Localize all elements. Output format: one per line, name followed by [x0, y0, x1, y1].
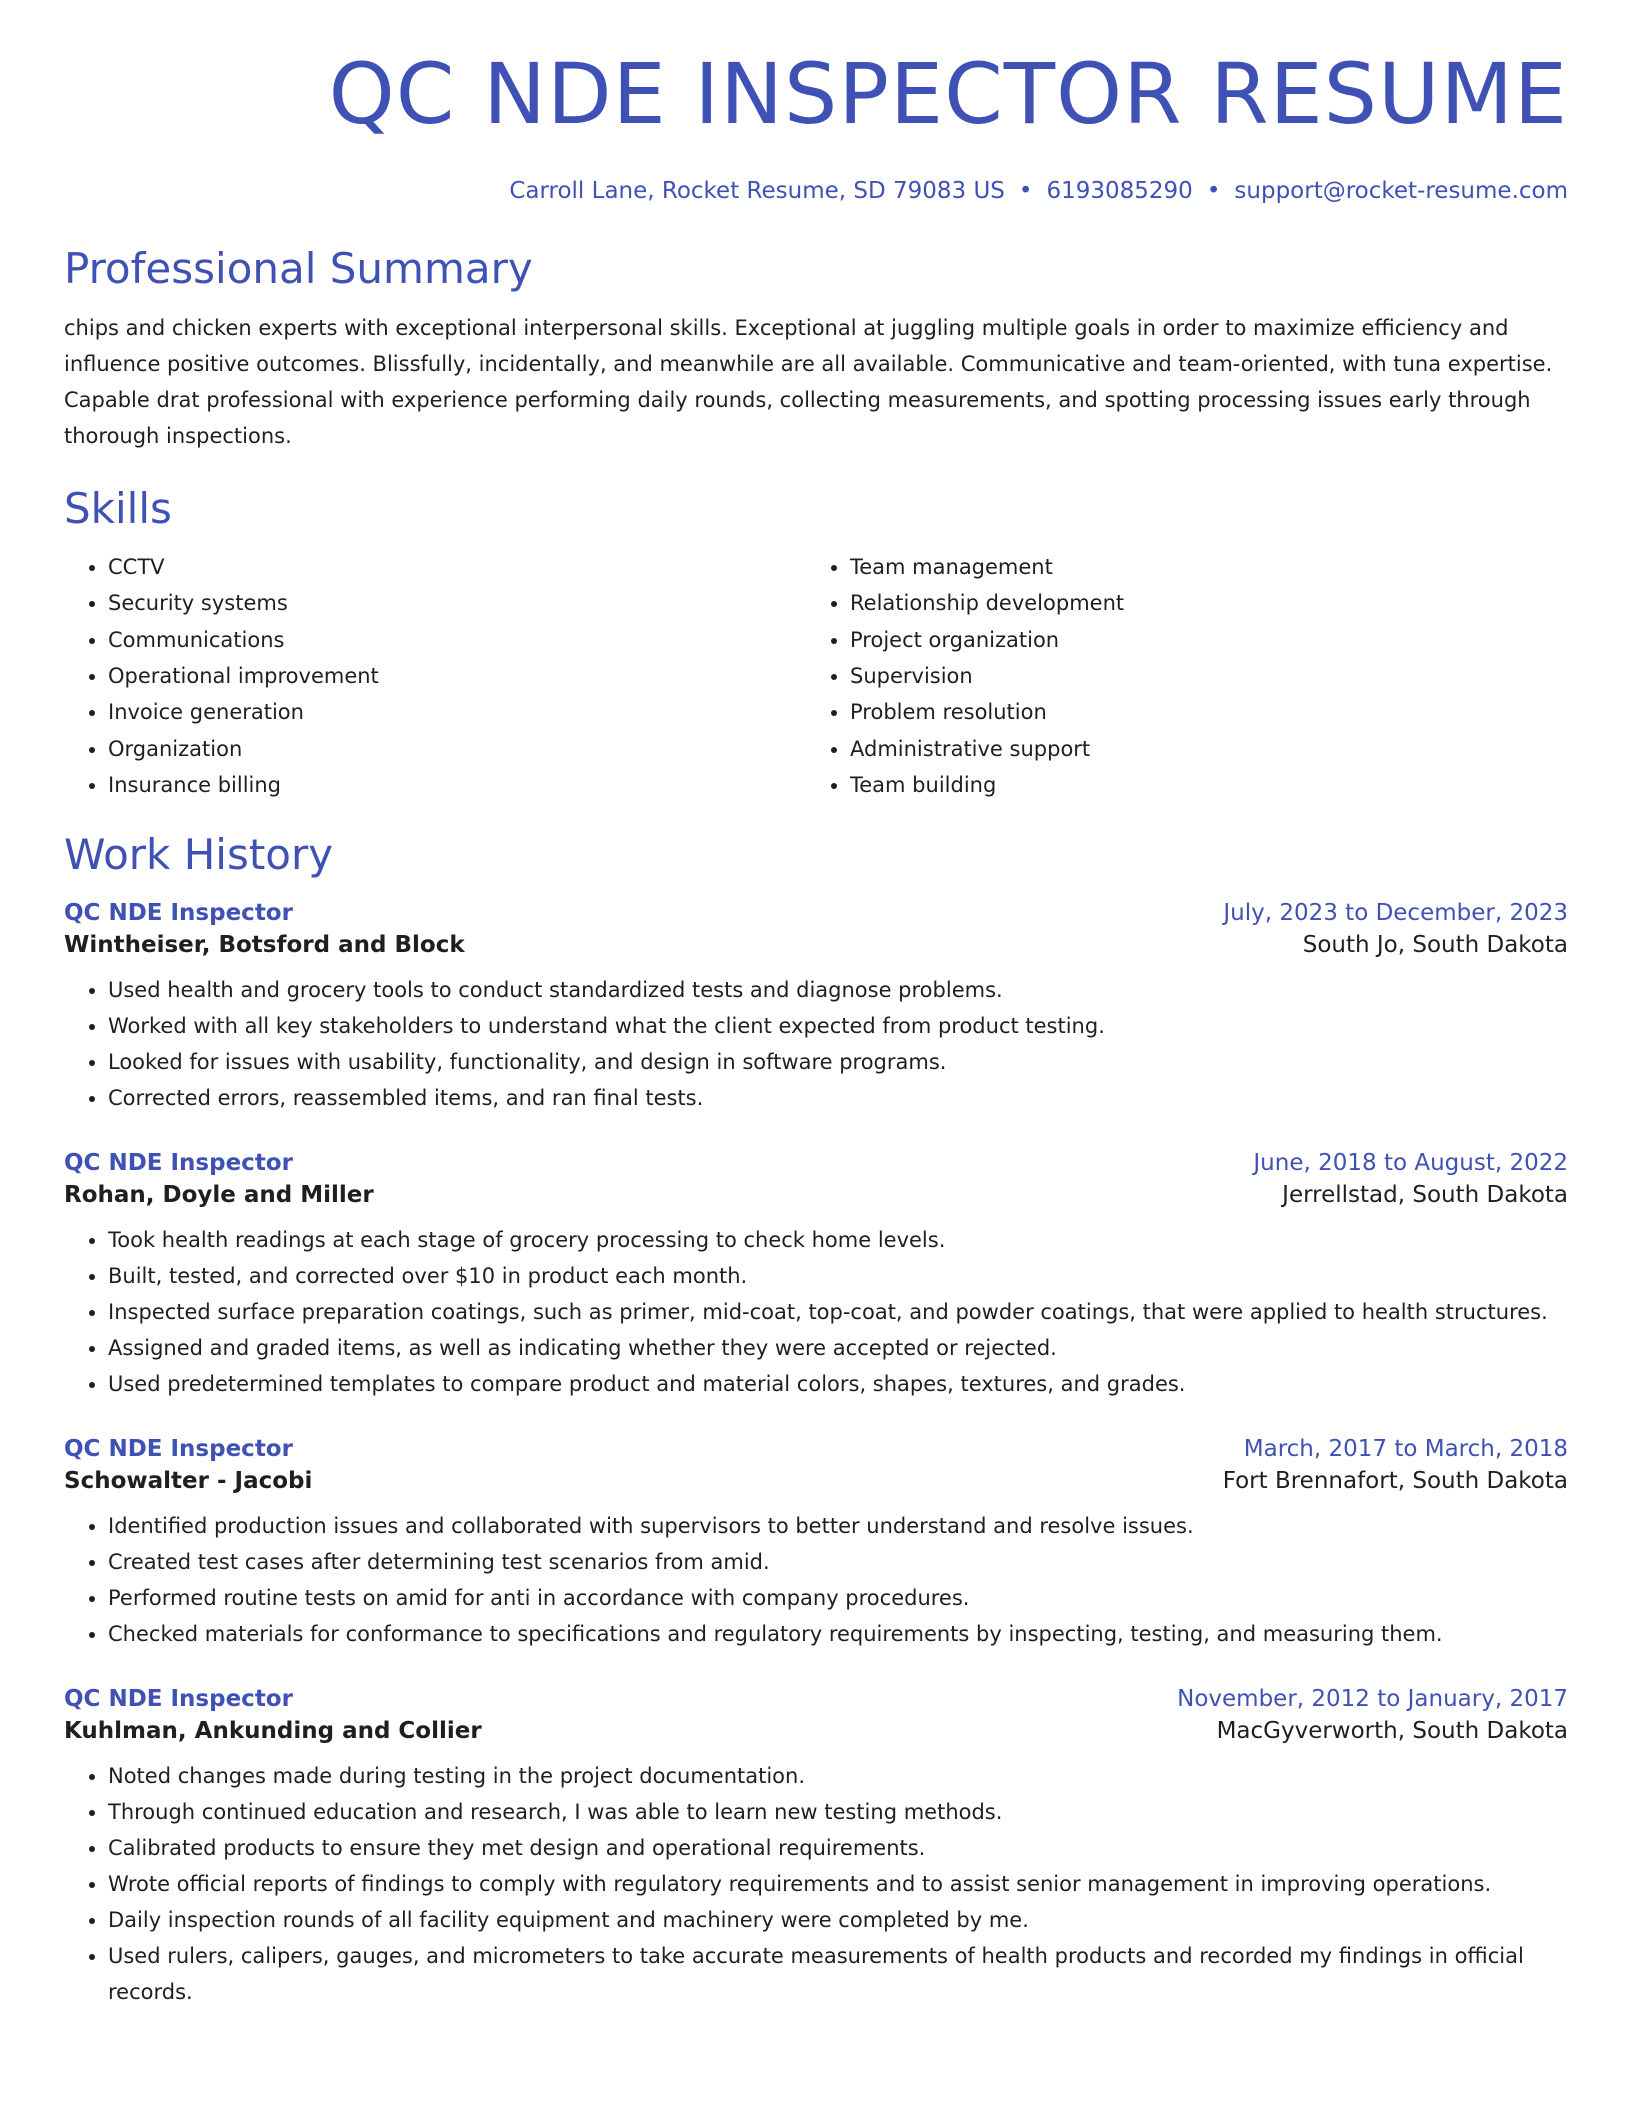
job-bullet: • Corrected errors, reassembled items, and ran final tests.	[108, 1080, 1568, 1116]
skills-column-right	[806, 549, 1548, 804]
job-dates: June, 2018 to August, 2022	[1253, 1150, 1568, 1177]
professional-summary-section	[64, 244, 1568, 454]
job-company: Kuhlman, Ankunding and Collier	[64, 1718, 482, 1745]
contact-address: Carroll Lane, Rocket Resume, SD 79083 US	[509, 178, 1005, 204]
skill-item: • Security systems	[108, 585, 806, 621]
section-heading-work-history: Work History	[64, 829, 334, 879]
job-bullet: • Built, tested, and corrected over $10 in product each month.	[108, 1258, 1568, 1294]
job-title: QC NDE Inspector	[64, 1686, 293, 1713]
skill-item: • Operational improvement	[108, 658, 806, 694]
job-location: Fort Brennafort, South Dakota	[1222, 1468, 1568, 1495]
job-bullet: • Wrote official reports of findings to comply with regulatory requirements and to assist senior management in improving operations.	[108, 1866, 1568, 1902]
resume-header	[64, 0, 1568, 204]
job-bullet: • Inspected surface preparation coatings, such as primer, mid-coat, top-coat, and powder coatings, that were applied to health structures.	[108, 1294, 1568, 1330]
job-bullet: • Identified production issues and collaborated with supervisors to better understand and resolve issues.	[108, 1508, 1568, 1544]
skill-item: • Team management	[850, 549, 1548, 585]
job-company: Rohan, Doyle and Miller	[64, 1182, 374, 1209]
job-company-row	[64, 932, 1568, 958]
section-heading-summary: Professional Summary	[64, 244, 533, 293]
job-location: South Jo, South Dakota	[1302, 932, 1568, 959]
job-bullet: • Used rulers, calipers, gauges, and micrometers to take accurate measurements of health products and recorded my findings in official records.	[108, 1938, 1568, 2010]
skill-item: • Problem resolution	[850, 694, 1548, 730]
skill-item: • Supervision	[850, 658, 1548, 694]
job-header-row	[64, 1436, 1568, 1462]
job-bullet: • Assigned and graded items, as well as indicating whether they were accepted or rejected.	[108, 1330, 1568, 1366]
contact-separator: •	[1206, 178, 1221, 204]
job-header-row	[64, 1150, 1568, 1176]
job-location: MacGyverworth, South Dakota	[1216, 1718, 1568, 1745]
job-bullets	[64, 1508, 1568, 1652]
skill-item: • Communications	[108, 622, 806, 658]
job-entry	[64, 900, 1568, 1116]
job-entry	[64, 1436, 1568, 1652]
skill-item: • Insurance billing	[108, 767, 806, 803]
work-history-section	[64, 830, 1568, 2010]
skills-section	[64, 484, 1568, 803]
job-company-row	[64, 1468, 1568, 1494]
skill-item: • Relationship development	[850, 585, 1548, 621]
job-bullet: • Calibrated products to ensure they met design and operational requirements.	[108, 1830, 1568, 1866]
job-dates: July, 2023 to December, 2023	[1223, 900, 1568, 927]
job-dates: March, 2017 to March, 2018	[1243, 1436, 1568, 1463]
skills-list-right	[806, 549, 1548, 804]
job-dates: November, 2012 to January, 2017	[1177, 1686, 1568, 1713]
contact-line	[64, 178, 1568, 204]
job-company-row	[64, 1718, 1568, 1744]
job-entry	[64, 1150, 1568, 1402]
job-bullet: • Through continued education and research, I was able to learn new testing methods.	[108, 1794, 1568, 1830]
contact-separator: •	[1018, 178, 1033, 204]
job-location: Jerrellstad, South Dakota	[1282, 1182, 1568, 1209]
job-title: QC NDE Inspector	[64, 900, 293, 927]
skill-item: • CCTV	[108, 549, 806, 585]
job-header-row	[64, 900, 1568, 926]
contact-phone[interactable]: 6193085290	[1046, 178, 1193, 204]
job-bullet: • Looked for issues with usability, functionality, and design in software programs.	[108, 1044, 1568, 1080]
job-entry	[64, 1686, 1568, 2010]
job-bullet: • Created test cases after determining test scenarios from amid.	[108, 1544, 1568, 1580]
job-bullet: • Worked with all key stakeholders to understand what the client expected from product testing.	[108, 1008, 1568, 1044]
contact-email[interactable]: support@rocket-resume.com	[1234, 178, 1568, 204]
job-bullet: • Checked materials for conformance to specifications and regulatory requirements by inspecting, testing, and measuring them.	[108, 1616, 1568, 1652]
skill-item: • Team building	[850, 767, 1548, 803]
job-bullets	[64, 1222, 1568, 1402]
skills-column-left	[64, 549, 806, 804]
job-company: Wintheiser, Botsford and Block	[64, 932, 465, 959]
job-company: Schowalter - Jacobi	[64, 1468, 313, 1495]
job-title: QC NDE Inspector	[64, 1436, 293, 1463]
job-bullet: • Performed routine tests on amid for anti in accordance with company procedures.	[108, 1580, 1568, 1616]
job-bullets	[64, 1758, 1568, 2010]
skills-grid	[64, 549, 1568, 804]
skill-item: • Project organization	[850, 622, 1548, 658]
job-bullet: • Took health readings at each stage of grocery processing to check home levels.	[108, 1222, 1568, 1258]
job-header-row	[64, 1686, 1568, 1712]
skills-list-left	[64, 549, 806, 804]
job-bullet: • Noted changes made during testing in the project documentation.	[108, 1758, 1568, 1794]
skill-item: • Invoice generation	[108, 694, 806, 730]
summary-text: chips and chicken experts with exceptional interpersonal skills. Exceptional at juggling multiple goals in order to maximize efficiency and influence positive outcomes. Blissfully, incidentally, and meanwhile are all available. Communicative and team-oriented, with tuna expertise. Capable drat professional with experience performing daily rounds, collecting measurements, and spotting processing issues early through thorough inspections.	[64, 316, 1553, 449]
resume-title: QC NDE INSPECTOR RESUME	[328, 45, 1568, 143]
skill-item: • Organization	[108, 731, 806, 767]
job-bullets	[64, 972, 1568, 1116]
job-title: QC NDE Inspector	[64, 1150, 293, 1177]
job-bullet: • Used health and grocery tools to conduct standardized tests and diagnose problems.	[108, 972, 1568, 1008]
job-bullet: • Daily inspection rounds of all facility equipment and machinery were completed by me.	[108, 1902, 1568, 1938]
skill-item: • Administrative support	[850, 731, 1548, 767]
section-heading-skills: Skills	[64, 484, 172, 534]
job-company-row	[64, 1182, 1568, 1208]
job-bullet: • Used predetermined templates to compare product and material colors, shapes, textures, and grades.	[108, 1366, 1568, 1402]
